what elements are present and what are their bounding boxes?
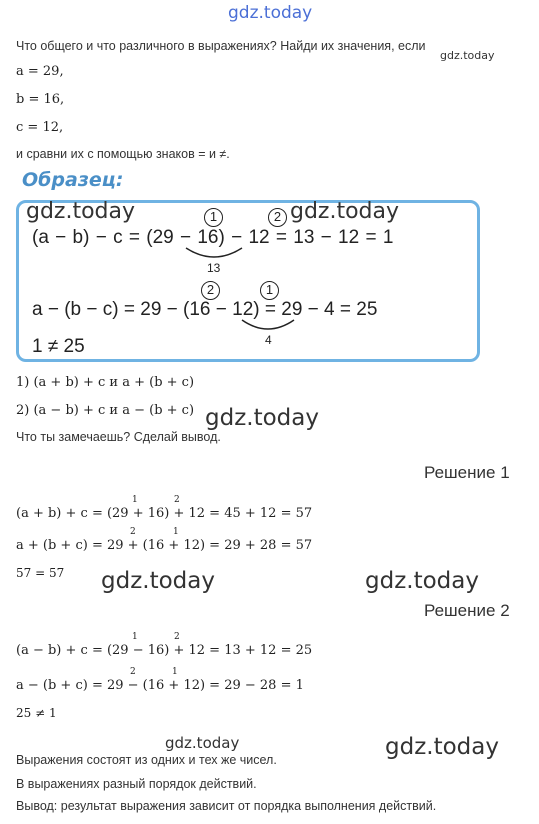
solution-2-heading: Решение 2	[424, 601, 510, 620]
watermark-sol2-left: gdz.today	[165, 734, 240, 752]
conclusion-2: В выражениях разный порядок действий.	[16, 777, 257, 791]
sol1-line1-mark1: 1	[132, 495, 138, 505]
sol1-line1-mark2: 2	[174, 495, 180, 505]
watermark-mid: gdz.today	[205, 405, 319, 431]
sample2-brace-value: 4	[265, 333, 272, 347]
solution-1-line-1: (a + b) + c = (29 + 16) + 12 = 45 + 12 = 57	[16, 506, 313, 521]
sample1-brace-value: 13	[207, 261, 221, 275]
exercise-1: 1) (a + b) + c и a + (b + c)	[16, 375, 195, 390]
watermark-top: gdz.today	[228, 3, 313, 23]
sample-box	[16, 200, 480, 362]
value-c: c = 12,	[16, 120, 64, 135]
sample1-order-second: 2	[268, 208, 287, 227]
sol1-line2-mark2: 1	[173, 527, 179, 537]
conclusion-3: Вывод: результат выражения зависит от порядка выполнения действий.	[16, 799, 437, 813]
sample1-order-first: 1	[204, 208, 223, 227]
sample-line-3: 1 ≠ 25	[32, 336, 85, 357]
sol2-line1-mark2: 2	[174, 632, 180, 642]
sample1-brace	[184, 246, 244, 262]
solution-2-result: 25 ≠ 1	[16, 706, 57, 720]
conclusion-1: Выражения состоят из одних и тех же чисел.	[16, 753, 277, 767]
solution-1-result: 57 = 57	[16, 566, 65, 580]
sol1-line2-mark1: 2	[130, 527, 136, 537]
watermark-sample-right: gdz.today	[290, 199, 400, 224]
value-a: a = 29,	[16, 64, 64, 79]
watermark-sol2-right: gdz.today	[385, 734, 499, 760]
watermark-sample-left: gdz.today	[26, 199, 136, 224]
sample-line-2: a − (b − c) = 29 − (16 − 12) = 29 − 4 = 25	[32, 299, 378, 320]
watermark-intro: gdz.today	[440, 49, 495, 62]
exercise-2: 2) (a − b) + c и a − (b + c)	[16, 403, 195, 418]
sample2-brace	[240, 318, 296, 334]
solution-2-line-2: a − (b + c) = 29 − (16 + 12) = 29 − 28 = 1	[16, 678, 304, 693]
sample2-order-second: 1	[260, 281, 279, 300]
value-b: b = 16,	[16, 92, 65, 107]
sample2-order-first: 2	[201, 281, 220, 300]
sol2-line1-mark1: 1	[132, 632, 138, 642]
sol2-line2-mark1: 2	[130, 667, 136, 677]
question: Что ты замечаешь? Сделай вывод.	[16, 430, 221, 444]
task-intro: Что общего и что различного в выражениях? Найди их значения, если	[16, 39, 426, 53]
sample-title: Образец:	[22, 169, 124, 191]
solution-2-line-1: (a − b) + c = (29 − 16) + 12 = 13 + 12 = 25	[16, 643, 313, 658]
sol2-line2-mark2: 1	[172, 667, 178, 677]
watermark-sol1-right: gdz.today	[365, 568, 479, 594]
solution-1-line-2: a + (b + c) = 29 + (16 + 12) = 29 + 28 = 57	[16, 538, 313, 553]
solution-1-heading: Решение 1	[424, 463, 510, 482]
watermark-sol1-left: gdz.today	[101, 568, 215, 594]
sample-line-1: (a − b) − c = (29 − 16) − 12 = 13 − 12 = 1	[32, 227, 394, 248]
task-compare: и сравни их с помощью знаков = и ≠.	[16, 147, 230, 161]
